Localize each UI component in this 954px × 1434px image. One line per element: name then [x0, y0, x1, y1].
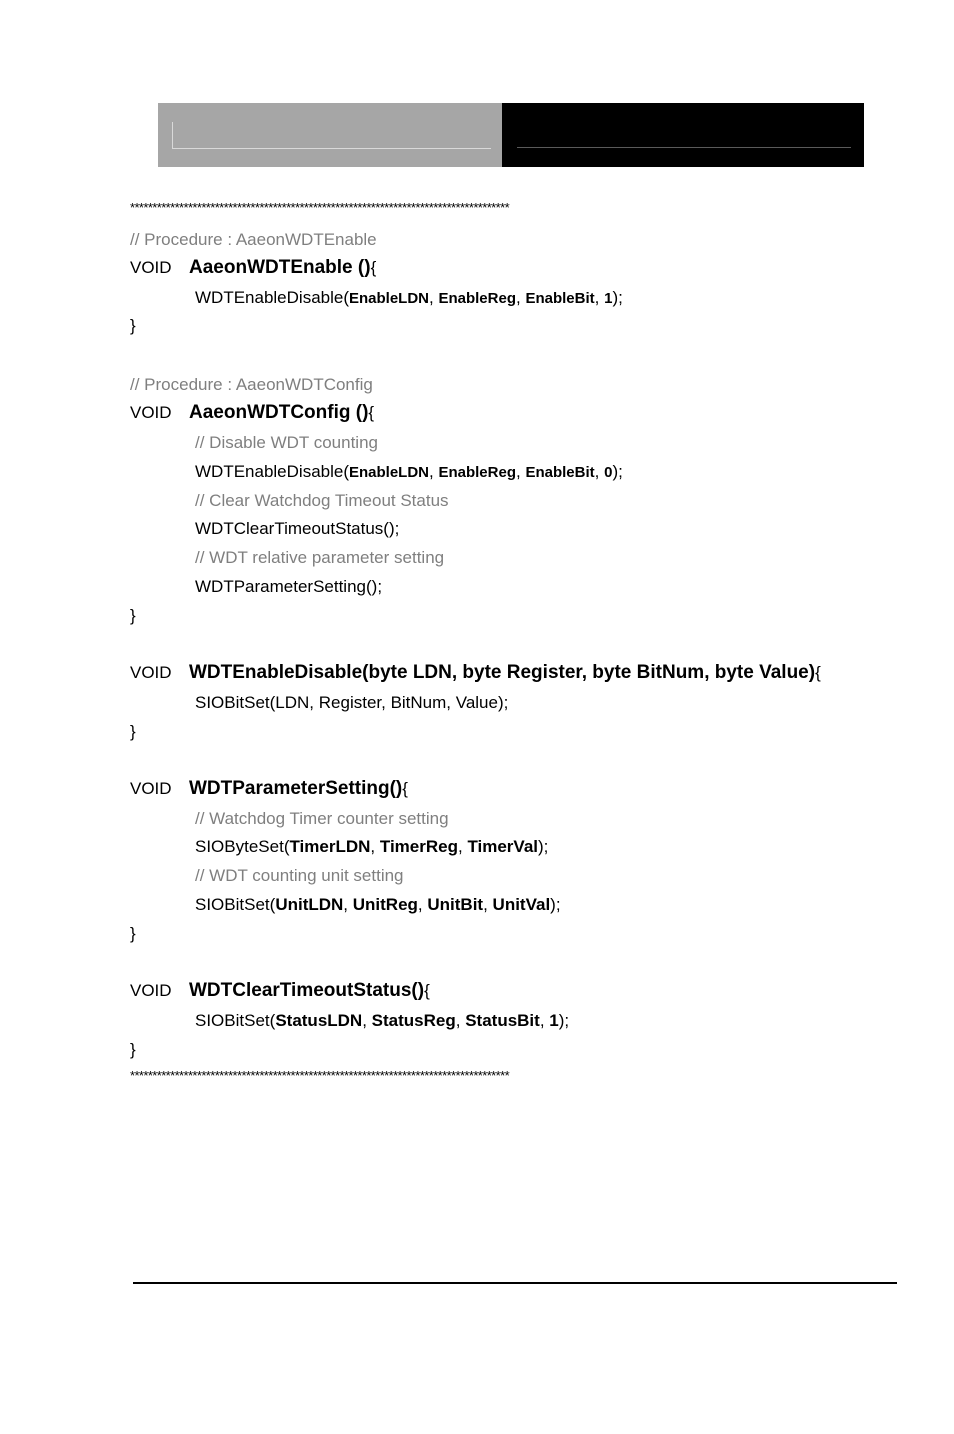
call-suffix: );	[558, 1011, 570, 1030]
brace-open: {	[424, 981, 430, 1000]
arg-separator: ,	[429, 288, 439, 307]
arg-timer-reg: TimerReg	[379, 837, 458, 856]
footer-rule	[133, 1282, 897, 1284]
arg-separator: ,	[594, 288, 605, 307]
call-prefix: WDTEnableDisable(	[195, 462, 349, 481]
function-name: AaeonWDTConfig ()	[189, 402, 369, 423]
arg-separator: ,	[370, 837, 380, 856]
param-setting-brace-close: }	[130, 924, 136, 943]
arg-unit-bit: UnitBit	[427, 895, 484, 914]
config-procedure-comment: // Procedure : AaeonWDTConfig	[130, 375, 373, 394]
void-keyword: VOID	[130, 779, 172, 798]
arg-separator: ,	[516, 462, 526, 481]
config-brace-close: }	[130, 606, 136, 625]
asterisk-separator-bottom: *************************************************************************************	[130, 1068, 510, 1083]
arg-separator: ,	[457, 837, 468, 856]
arg-separator: ,	[455, 1011, 466, 1030]
clear-status-call	[195, 1010, 569, 1032]
config-call-line	[195, 461, 623, 484]
call-suffix: );	[612, 462, 623, 481]
call-suffix: );	[538, 837, 549, 856]
brace-open: {	[370, 258, 377, 277]
call-suffix: );	[612, 288, 623, 307]
arg-enable-bit: EnableBit	[525, 464, 595, 481]
clear-status-brace-close: }	[130, 1040, 136, 1059]
config-clear-comment: // Clear Watchdog Timeout Status	[195, 491, 449, 510]
arg-enable-reg: EnableReg	[438, 464, 516, 481]
config-param-call: WDTParameterSetting();	[195, 577, 383, 596]
arg-timer-val: TimerVal	[467, 837, 539, 856]
header-right-rule	[517, 147, 851, 148]
arg-separator: ,	[516, 288, 526, 307]
brace-open: {	[402, 779, 408, 798]
brace-open: {	[815, 663, 821, 682]
void-keyword: VOID	[130, 663, 172, 682]
param-byte-set-call	[195, 836, 548, 858]
function-name: WDTClearTimeoutStatus()	[189, 980, 425, 1001]
arg-unit-ldn: UnitLDN	[275, 895, 344, 914]
enable-brace-close: }	[130, 316, 136, 335]
arg-separator: ,	[343, 895, 353, 914]
arg-separator: ,	[539, 1011, 550, 1030]
function-name: WDTParameterSetting()	[189, 778, 403, 799]
arg-separator: ,	[429, 462, 439, 481]
arg-value: 1	[604, 290, 613, 307]
arg-status-reg: StatusReg	[371, 1011, 456, 1030]
call-prefix: SIOByteSet(	[195, 837, 290, 856]
call-prefix: SIOBitSet(	[195, 895, 276, 914]
arg-enable-bit: EnableBit	[525, 290, 595, 307]
enable-call-line	[195, 287, 623, 310]
param-timer-comment: // Watchdog Timer counter setting	[195, 809, 449, 828]
enable-signature	[130, 257, 376, 279]
void-keyword: VOID	[130, 403, 172, 422]
enable-disable-signature	[130, 662, 821, 684]
function-name: AaeonWDTEnable ()	[189, 257, 371, 278]
arg-separator: ,	[417, 895, 428, 914]
param-bit-set-call	[195, 894, 561, 916]
arg-enable-ldn: EnableLDN	[349, 290, 430, 307]
arg-separator: ,	[594, 462, 605, 481]
arg-timer-ldn: TimerLDN	[289, 837, 371, 856]
config-disable-comment: // Disable WDT counting	[195, 433, 378, 452]
asterisk-separator-top: *************************************************************************************	[130, 200, 510, 215]
arg-separator: ,	[483, 895, 493, 914]
arg-value: 1	[549, 1011, 559, 1030]
arg-value: 0	[604, 464, 613, 481]
config-signature	[130, 402, 374, 424]
arg-unit-val: UnitVal	[492, 895, 551, 914]
arg-enable-reg: EnableReg	[438, 290, 516, 307]
header-left-block	[158, 103, 502, 167]
arg-unit-reg: UnitReg	[352, 895, 418, 914]
header-left-frame	[172, 122, 491, 149]
brace-open: {	[368, 403, 375, 422]
config-clear-call: WDTClearTimeoutStatus();	[195, 519, 400, 538]
void-keyword: VOID	[130, 258, 172, 277]
arg-status-bit: StatusBit	[465, 1011, 540, 1030]
function-name: WDTEnableDisable(byte LDN, byte Register, byte BitNum, byte Value)	[189, 662, 816, 683]
call-prefix: WDTEnableDisable(	[195, 288, 349, 307]
param-unit-comment: // WDT counting unit setting	[195, 866, 404, 885]
arg-enable-ldn: EnableLDN	[349, 464, 430, 481]
config-param-comment: // WDT relative parameter setting	[195, 548, 445, 567]
page-header-band	[158, 103, 864, 167]
param-setting-signature	[130, 778, 408, 800]
enable-disable-brace-close: }	[130, 722, 136, 741]
enable-procedure-comment: // Procedure : AaeonWDTEnable	[130, 230, 377, 249]
enable-disable-call: SIOBitSet(LDN, Register, BitNum, Value);	[195, 693, 509, 712]
void-keyword: VOID	[130, 981, 172, 1000]
header-right-block	[502, 103, 864, 167]
arg-separator: ,	[362, 1011, 372, 1030]
clear-status-signature	[130, 980, 430, 1002]
arg-status-ldn: StatusLDN	[275, 1011, 363, 1030]
call-prefix: SIOBitSet(	[195, 1011, 276, 1030]
call-suffix: );	[550, 895, 561, 914]
